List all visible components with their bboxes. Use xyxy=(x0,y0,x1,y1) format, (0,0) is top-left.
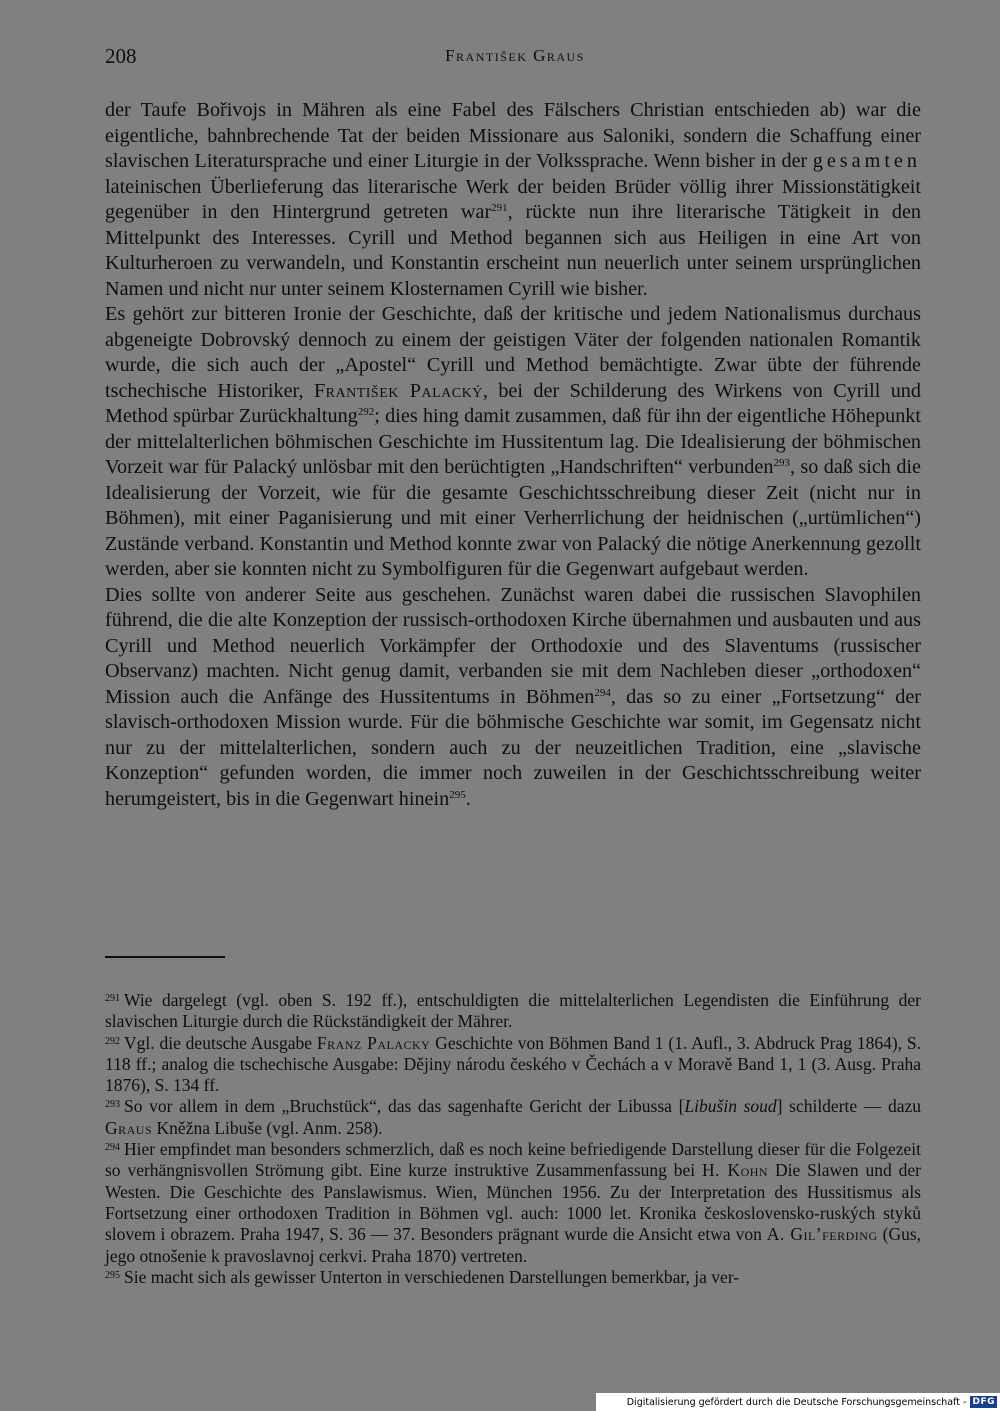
text-run: , bei der Schilderung des Wirkens von Cyrill und Method spürbar Zurückhaltung xyxy=(105,379,921,427)
text-run: , so daß sich die Idealisierung der Vorzeit, wie für die gesamte Geschichtsschreibung dieser Zeit (nicht nur in Böhmen), mit einer Paganisierung und mit einer Verherrlichung der heidnischen („urtümlichen“) Zustände verband. Konstantin und Method konnte zwar von Palacký die nötige Anerkennung gezollt werden, aber sie konnten nicht zu Symbolfiguren für die Gegenwart aufgebaut werden. xyxy=(105,456,921,580)
footnote-ref: 293 xyxy=(773,457,790,469)
text-run: ; dies hing damit zusammen, daß für ihn der eigentliche Höhepunkt der mittelalterlichen böhmischen Geschichte im Hussitentum lag. Die Idealisierung der böhmischen Vorzeit war für Palacký unlösbar mit den berüchtigten „Handschriften“ verbunden xyxy=(105,405,921,478)
italic-title: Libušin soud xyxy=(684,1096,777,1117)
footnote-separator xyxy=(105,956,225,958)
footnote-text: Hier empfindet man besonders schmerzlich, daß es noch keine befriedigende Darstellung dieser für die Folgezeit so verhängnisvollen Strömung gibt. Eine kurze instruktive Zusammenfassung bei xyxy=(105,1139,921,1181)
footnote-text: Vgl. die deutsche Ausgabe xyxy=(124,1032,317,1053)
footnote-294 xyxy=(105,1139,921,1267)
footnote-number: 292 xyxy=(105,1035,120,1047)
footnote-number: 295 xyxy=(105,1269,120,1281)
text-run: , das so zu einer „Fortsetzung“ der slavisch-orthodoxen Mission wurde. Für die böhmische Geschichte war somit, im Gegensatz nicht nur zu der mittelalterlichen, sondern auch zu der neuzeitlichen Tradition, eine „slavische Konzeption“ gefunden worden, die immer noch zuweilen in der Geschichtsschreibung weiter herumgeistert, bis in die Gegenwart hinein xyxy=(105,685,921,810)
page-header xyxy=(105,44,925,74)
footnote-text: Kněžna Libuše (vgl. Anm. 258). xyxy=(152,1117,383,1138)
footnote-ref: 294 xyxy=(594,686,611,699)
author-name: František Palacký xyxy=(313,379,483,402)
footnote-ref: 291 xyxy=(491,202,508,214)
footnote-293 xyxy=(105,1096,921,1139)
footnote-ref: 295 xyxy=(449,788,466,801)
text-run: Es gehört zur bitteren Ironie der Geschichte, daß der kritische und jedem Nationalismus durchaus abgeneigte Dobrovský dennoch zu einem der geistigen Väter der folgenden nationalen Romantik wurde, die sich auch der „Apostel“ Cyrill und Method bemächtigte. Zwar übte der führende tschechische Historiker, xyxy=(105,303,921,402)
footnote-text: Wie dargelegt (vgl. oben S. 192 ff.), entschuldigten die mittelalterlichen Legendisten die Einführung der slavischen Liturgie durch die Rückständigkeit der Mährer. xyxy=(105,990,921,1032)
paragraph-3 xyxy=(105,583,921,813)
footnote-291 xyxy=(105,990,921,1033)
footnotes xyxy=(105,990,921,1288)
dfg-logo-icon: DFG xyxy=(972,1397,995,1407)
digitization-credit: Digitalisierung gefördert durch die Deutsche Forschungsgemeinschaft - xyxy=(626,1396,967,1408)
digitization-credit-bar xyxy=(596,1393,1000,1411)
page-number: 208 xyxy=(105,44,137,68)
footnote-295 xyxy=(105,1267,921,1288)
footnote-292 xyxy=(105,1033,921,1097)
footnote-number: 294 xyxy=(105,1142,120,1154)
footnote-ref: 292 xyxy=(357,406,375,418)
text-run: . xyxy=(465,787,471,810)
footnote-text: Geschichte von Böhmen Band 1 (1. Aufl., 3. Abdruck Prag 1864), S. 118 ff.; analog die tschechische Ausgabe: Dějiny národu českého v Čechách a v Moravě Band 1, 1 (3. Ausg. Praha 1876), S. 134 ff. xyxy=(105,1032,922,1096)
author-name: H. Kohn xyxy=(702,1160,769,1181)
footnote-text: (Gus, jego otnošenie k pravoslavnoj cerkvi. Praha 1870) vertreten. xyxy=(105,1224,922,1266)
text-run: der Taufe Bořivojs in Mähren als eine Fabel des Fälschers Christian entschieden ab) war die eigentliche, bahnbrechende Tat der beiden Missionare aus Saloniki, sondern die Schaffung einer slavischen Literatursprache und einer Liturgie in der Volkssprache. Wenn bisher in der xyxy=(105,99,921,172)
footnote-text: ] schilderte — dazu xyxy=(776,1096,921,1117)
text-run: lateinischen Überlieferung das literarische Werk der beiden Brüder völlig ihrer Missionstätigkeit gegenüber in den Hintergrund getreten war xyxy=(105,175,921,223)
footnote-text: Die Slawen und der Westen. Die Geschichte des Panslawismus. Wien, München 1956. Zu der Interpretation des Hussitismus als Fortsetzung einer orthodoxen Tradition in Böhmen vgl. auch: 1000 let. Kronika československo-ruských styků slovem i obrazem. Praha 1947, S. 36 — 37. Besonders prägnant wurde die Ansicht etwa von xyxy=(105,1160,921,1245)
paragraph-2 xyxy=(105,302,921,583)
running-head: František Graus xyxy=(445,46,585,65)
footnote-number: 293 xyxy=(105,1099,120,1111)
footnote-text: So vor allem in dem „Bruchstück“, das das sagenhafte Gericht der Libussa [ xyxy=(124,1096,685,1117)
emphasized-word: gesamten xyxy=(812,150,921,172)
author-name: Graus xyxy=(105,1117,153,1138)
author-name: Franz Palacky xyxy=(316,1032,431,1053)
text-run: , rückte nun ihre literarische Tätigkeit in den Mittelpunkt des Interesses. Cyrill und Method begannen sich aus Heiligen in eine Art von Kulturheroen zu verwandeln, und Konstantin erscheint nun neuerlich unter seinem ursprünglichen Namen und nicht nur unter seinem Klosternamen Cyrill wie bisher. xyxy=(105,201,921,300)
footnote-text: Sie macht sich als gewisser Unterton in verschiedenen Darstellungen bemerkbar, ja ver- xyxy=(124,1266,740,1287)
paragraph-1 xyxy=(105,98,921,302)
author-name: A. Gil’ferding xyxy=(766,1224,878,1245)
text-run: Dies sollte von anderer Seite aus geschehen. Zunächst waren dabei die russischen Slavophilen führend, die die alte Konzeption der russisch-orthodoxen Kirche übernahmen und ausbauten und aus Cyrill und Method neuerlich Vorkämpfer der Orthodoxie und des Slaventums (russischer Observanz) machten. Nicht genug damit, verbanden sie mit dem Nachleben dieser „orthodoxen“ Mission auch die Anfänge des Hussitentums in Böhmen xyxy=(105,583,921,708)
footnote-number: 291 xyxy=(105,993,120,1004)
main-text xyxy=(105,98,921,812)
